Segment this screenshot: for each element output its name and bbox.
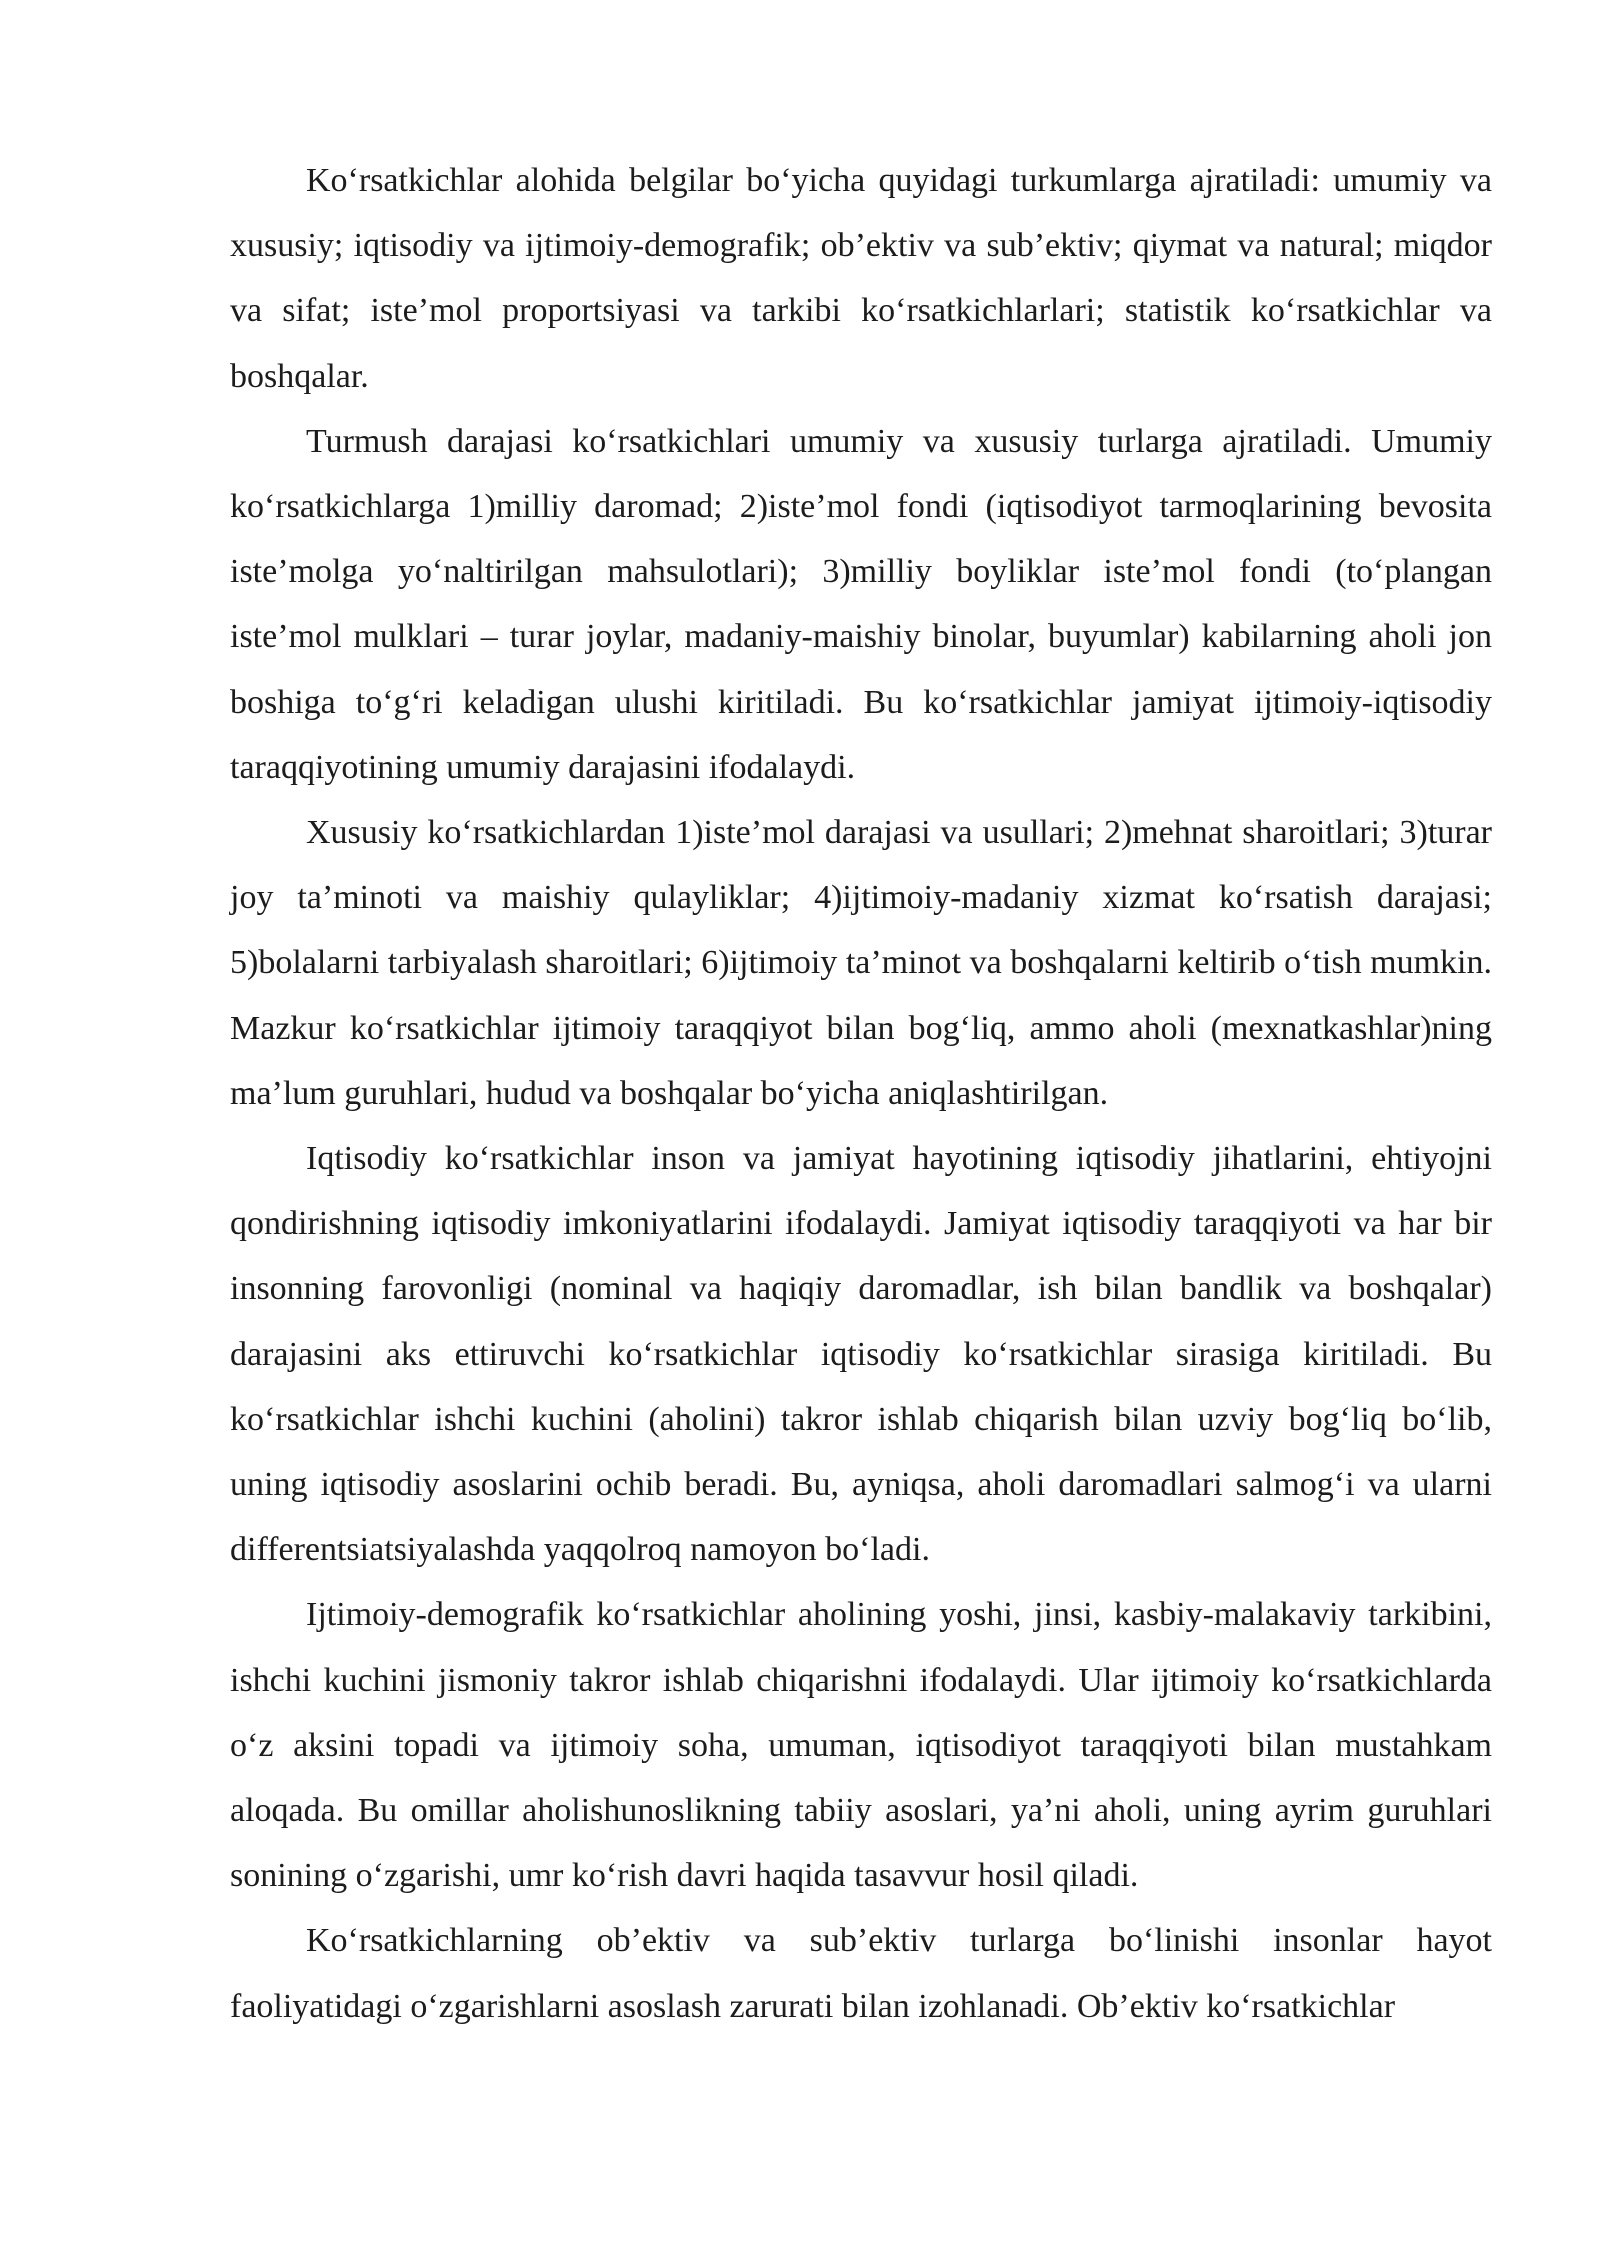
paragraph-economic-indicators: Iqtisodiy ko‘rsatkichlar inson va jamiyat hayotining iqtisodiy jihatlarini, ehtiyojni qondirishning iqtisodiy imkoniyatlarini ifodalaydi. Jamiyat iqtisodiy taraqqiyoti va har bir insonning farovonligi (nominal va haqiqiy daromadlar, ish bilan bandlik va boshqalar) darajasini aks ettiruvchi ko‘rsatkichlar iqtisodiy ko‘rsatkichlar sirasiga kiritiladi. Bu ko‘rsatkichlar ishchi kuchini (aholini) takror ishlab chiqarish bilan uzviy bog‘liq bo‘lib, uning iqtisodiy asoslarini ochib beradi. Bu, ayniqsa, aholi daromadlari salmog‘i va ularni differentsiatsiyalashda yaqqolroq namoyon bo‘ladi. xyxy=(230,1140,1492,1569)
paragraph-socio-demographic-indicators: Ijtimoiy-demografik ko‘rsatkichlar aholining yoshi, jinsi, kasbiy-malakaviy tarkibini, ishchi kuchini jismoniy takror ishlab chiqarishni ifodalaydi. Ular ijtimoiy ko‘rsatkichlarda o‘z aksini topadi va ijtimoiy soha, umuman, iqtisodiyot taraqqiyoti bilan mustahkam aloqada. Bu omillar aholishunoslikning tabiiy asoslari, ya’ni aholi, uning ayrim guruhlari sonining o‘zgarishi, umr ko‘rish davri haqida tasavvur hosil qiladi. xyxy=(230,1596,1492,1895)
document-body xyxy=(230,148,1492,2039)
paragraph-specific-indicators: Xususiy ko‘rsatkichlardan 1)iste’mol darajasi va usullari; 2)mehnat sharoitlari; 3)turar joy ta’minoti va maishiy qulayliklar; 4)ijtimoiy-madaniy xizmat ko‘rsatish darajasi; 5)bolalarni tarbiyalash sharoitlari; 6)ijtimoiy ta’minot va boshqalarni keltirib o‘tish mumkin. Mazkur ko‘rsatkichlar ijtimoiy taraqqiyot bilan bog‘liq, ammo aholi (mexnatkashlar)ning ma’lum guruhlari, hudud va boshqalar bo‘yicha aniqlashtirilgan. xyxy=(230,814,1492,1112)
paragraph-indicator-classification: Ko‘rsatkichlar alohida belgilar bo‘yicha quyidagi turkumlarga ajratiladi: umumiy va xususiy; iqtisodiy va ijtimoiy-demografik; ob’ektiv va sub’ektiv; qiymat va natural; miqdor va sifat; iste’mol proportsiyasi va tarkibi ko‘rsatkichlarlari; statistik ko‘rsatkichlar va boshqalar. xyxy=(230,162,1492,395)
paragraph-objective-subjective-indicators: Ko‘rsatkichlarning ob’ektiv va sub’ektiv turlarga bo‘linishi insonlar hayot faoliyatidagi o‘zgarishlarni asoslash zarurati bilan izohlanadi. Ob’ektiv ko‘rsatkichlar xyxy=(230,1922,1492,2025)
paragraph-living-standard-indicators: Turmush darajasi ko‘rsatkichlari umumiy va xususiy turlarga ajratiladi. Umumiy ko‘rsatkichlarga 1)milliy daromad; 2)iste’mol fondi (iqtisodiyot tarmoqlarining bevosita iste’molga yo‘naltirilgan mahsulotlari); 3)milliy boyliklar iste’mol fondi (to‘plangan iste’mol mulklari – turar joylar, madaniy-maishiy binolar, buyumlar) kabilarning aholi jon boshiga to‘g‘ri keladigan ulushi kiritiladi. Bu ko‘rsatkichlar jamiyat ijtimoiy-iqtisodiy taraqqiyotining umumiy darajasini ifodalaydi. xyxy=(230,422,1492,786)
